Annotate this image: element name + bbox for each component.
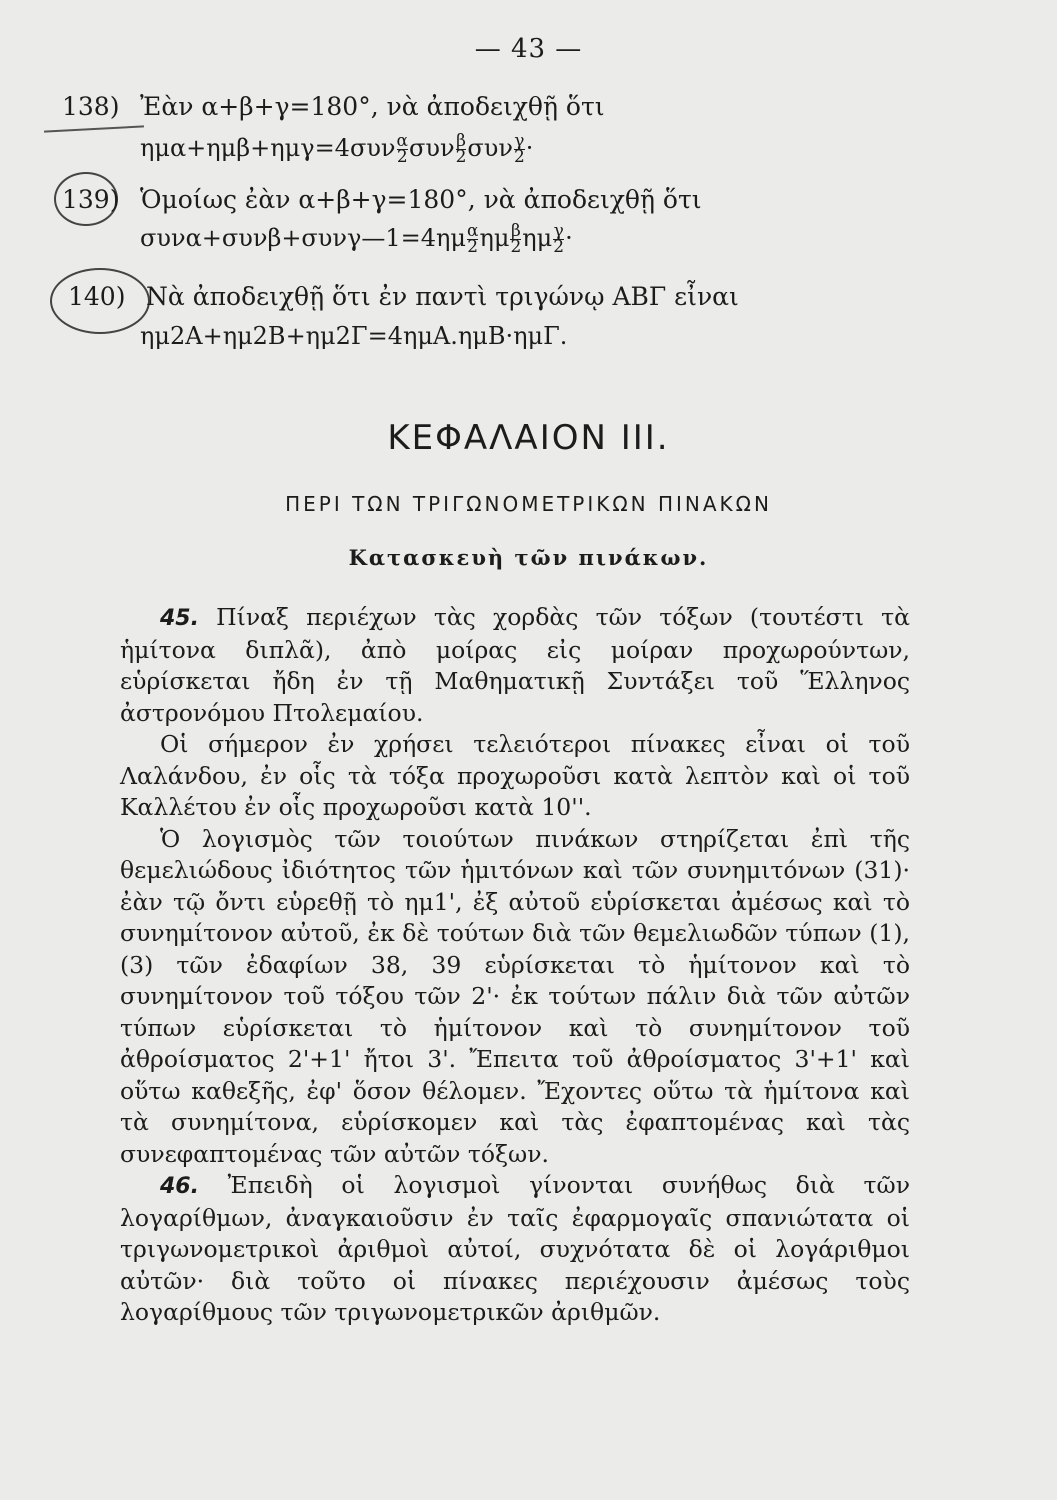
denominator: 2 (455, 147, 467, 167)
denominator: 2 (553, 237, 565, 257)
denominator: 2 (510, 237, 522, 257)
equation-term: συν (409, 134, 455, 162)
exercise-number: 140) (68, 282, 126, 311)
exercise-statement: Ἐὰν α+β+γ=180°, νὰ ἀποδειχθῇ ὅτι (140, 92, 605, 121)
chapter-title: ΚΕΦΑΛΑΙΟΝ III. (387, 418, 670, 458)
section-title: Κατασκευὴ τῶν πινάκων. (348, 545, 709, 570)
body-text (120, 602, 910, 1329)
paragraph-45b: Οἱ σήμερον ἐν χρήσει τελειότεροι πίνακες εἶναι οἱ τοῦ Λαλάνδου, ἐν οἷς τὰ τόξα προχωροῦσι κατὰ λεπτὸν καὶ οἱ τοῦ Καλλέτου ἐν οἷς προχωροῦσι κατὰ 10''. (120, 730, 910, 821)
exercise-139 (62, 185, 702, 214)
equation-tail: · (565, 224, 573, 252)
fraction (396, 131, 408, 167)
exercise-number: 139) (62, 185, 120, 214)
numerator: γ (553, 221, 564, 241)
article-number: 46. (160, 1174, 199, 1199)
numerator: α (466, 221, 479, 241)
fraction (466, 221, 479, 257)
denominator: 2 (396, 147, 408, 167)
fraction (510, 221, 522, 257)
fraction (553, 221, 565, 257)
paragraph-45 (120, 602, 910, 729)
exercise-140 (68, 282, 739, 311)
numerator: α (396, 131, 408, 151)
numerator: β (456, 131, 466, 151)
paragraph-45c: Ὁ λογισμὸς τῶν τοιούτων πινάκων στηρίζεται ἐπὶ τῆς θεμελιώδους ἰδιότητος τῶν ἡμιτόνων καὶ τῶν συνημιτόνων (31)· ἐὰν τῷ ὄντι εὑρεθῇ τὸ ημ1', ἐξ αὐτοῦ εὑρίσκεται ἀμέσως καὶ τὸ συνημίτονον αὐτοῦ, ἐκ δὲ τούτων διὰ τῶν θεμελιωδῶν τύπων (1), (3) τῶν ἐδαφίων 38, 39 εὑρίσκεται τὸ ἡμίτονον καὶ τὸ συνημίτονον τοῦ τόξου τῶν 2'· ἐκ τούτων πάλιν διὰ τῶν αὐτῶν τύπων εὑρίσκεται τὸ ἡμίτονον καὶ τὸ συνημίτονον τοῦ ἀθροίσματος 2'+1' ἤτοι 3'. Ἔπειτα τοῦ ἀθροίσματος 3'+1' καὶ οὕτω καθεξῆς, ἐφ' ὅσον θέλομεν. Ἔχοντες οὕτω τὰ ἡμίτονα καὶ τὰ συνημίτονα, εὑρίσκομεν καὶ τὰς ἐφαπτομένας καὶ τὰς συνεφαπτομένας τῶν αὐτῶν τόξων. (120, 824, 910, 1168)
equation-term: συν (467, 134, 513, 162)
equation-term: ημ (479, 224, 510, 252)
exercise-statement: Ὁμοίως ἐὰν α+β+γ=180°, νὰ ἀποδειχθῇ ὅτι (140, 185, 702, 214)
exercise-138 (62, 92, 605, 121)
fraction (455, 131, 467, 167)
chapter-subtitle: ΠΕΡΙ ΤΩΝ ΤΡΙΓΩΝΟΜΕΤΡΙΚΩΝ ΠΙΝΑΚΩΝ (285, 492, 772, 516)
equation-term: ημ (522, 224, 553, 252)
exercise-140-equation (140, 322, 567, 350)
paragraph-text: Πίναξ περιέχων τὰς χορδὰς τῶν τόξων (τουτέστι τὰ ἡμίτονα διπλᾶ), ἀπὸ μοίρας εἰς μοίραν προχωρούντων, εὑρίσκεται ἤδη ἐν τῇ Μαθηματικῇ Συντάξει τοῦ Ἕλληνος ἀστρονόμου Πτολεμαίου. (120, 603, 910, 727)
equation-tail: · (525, 134, 534, 162)
equation-line: ημ2Α+ημ2Β+ημ2Γ=4ημΑ.ημΒ·ημΓ. (140, 322, 568, 350)
equation-prefix: συνα+συνβ+συνγ—1=4ημ (140, 224, 466, 252)
denominator: 2 (513, 147, 525, 167)
paragraph-text: Ἐπειδὴ οἱ λογισμοὶ γίνονται συνήθως διὰ τῶν λογαρίθμων, ἀναγκαιοῦσιν ἐν ταῖς ἐφαρμογαῖς σπανιώτατα οἱ τριγωνομετρικοὶ ἀριθμοὶ αὐτοί, συχνότατα δὲ οἱ λογάριθμοι αὐτῶν· διὰ τοῦτο οἱ πίνακες περιέχουσιν ἀμέσως τοὺς λογαρίθμους τῶν τριγωνομετρικῶν ἀριθμῶν. (120, 1171, 910, 1326)
paragraph-46 (120, 1170, 910, 1329)
numerator: γ (514, 131, 525, 151)
numerator: β (510, 221, 521, 241)
equation-prefix: ημα+ημβ+ημγ=4συν (140, 134, 396, 162)
pen-underline (44, 125, 144, 132)
exercise-138-equation (140, 131, 534, 167)
article-number: 45. (160, 606, 199, 631)
page-number: — 43 — (474, 34, 583, 64)
exercise-139-equation (140, 221, 573, 257)
fraction (513, 131, 525, 167)
exercise-number: 138) (62, 92, 120, 121)
denominator: 2 (467, 237, 479, 257)
exercise-statement: Νὰ ἀποδειχθῇ ὅτι ἐν παντὶ τριγώνῳ ΑΒΓ εἶναι (146, 282, 739, 311)
